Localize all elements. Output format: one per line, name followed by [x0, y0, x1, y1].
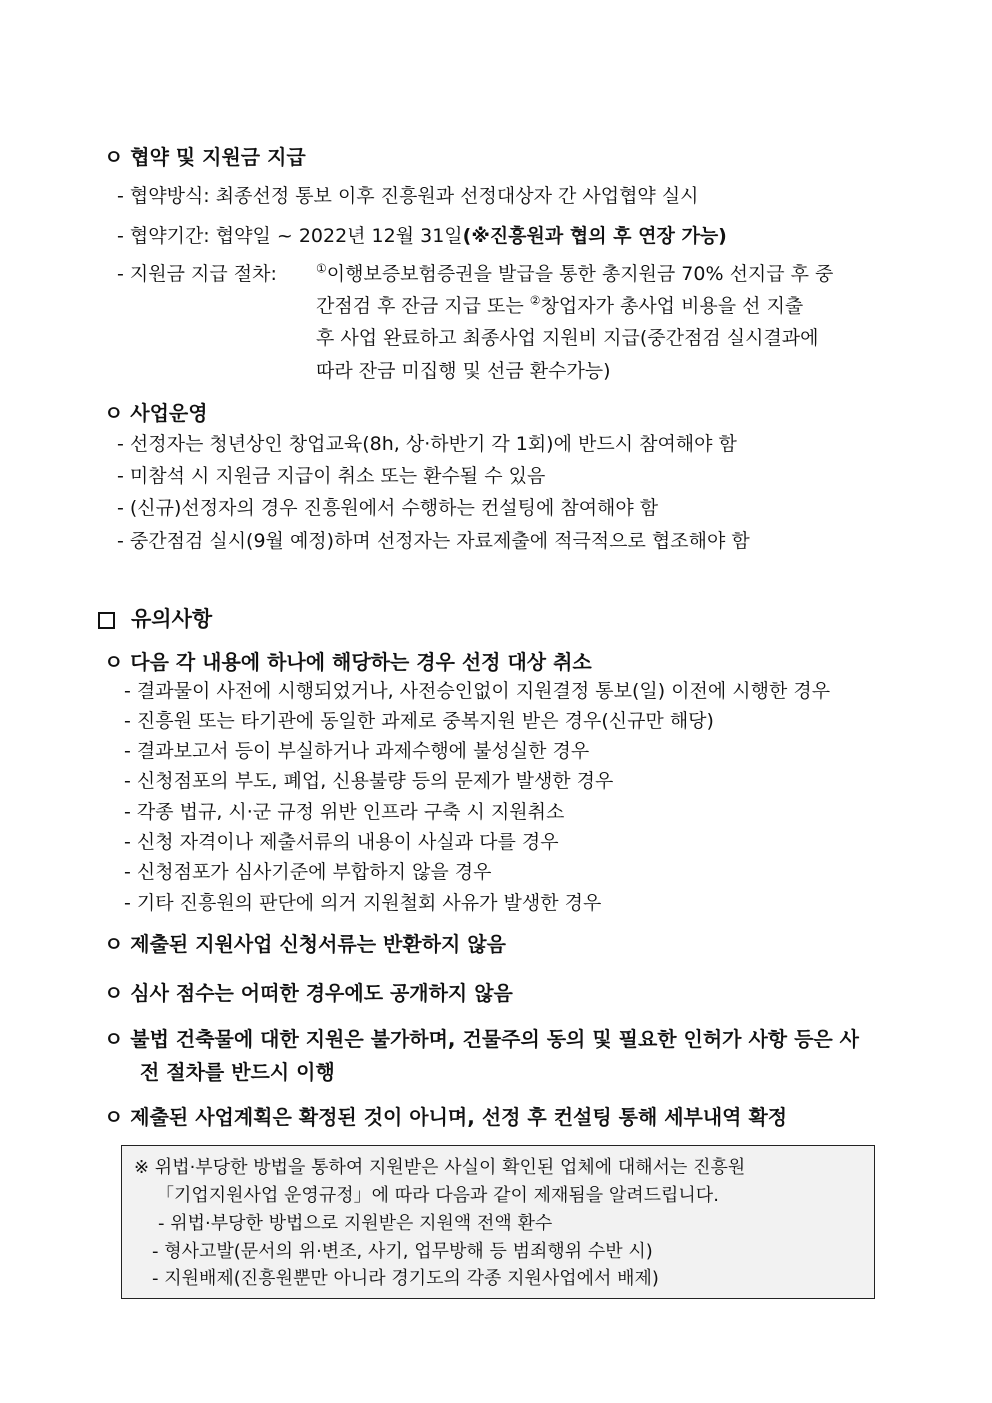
- no-return-item: ㅇ 제출된 지원사업 신청서류는 반환하지 않음: [104, 932, 506, 956]
- cancel-item: - 결과물이 사전에 시행되었거나, 사전승인없이 지원결정 통보(일) 이전에 시행한 경우: [124, 680, 831, 702]
- notice-line-2: 「기업지원사업 운영규정」에 따라 다음과 같이 제재됨을 알려드립니다.: [156, 1185, 719, 1206]
- operation-item: - (신규)선정자의 경우 진흥원에서 수행하는 컨설팅에 참여해야 함: [117, 497, 659, 519]
- operation-item: - 선정자는 청년상인 창업교육(8h, 상·하반기 각 1회)에 반드시 참여해야 함: [117, 433, 737, 455]
- sanction-notice-box: [121, 1145, 875, 1299]
- cancel-item: - 신청 자격이나 제출서류의 내용이 사실과 다를 경우: [124, 831, 559, 853]
- payment-line-3: 후 사업 완료하고 최종사업 지원비 지급(중간점검 실시결과에: [316, 327, 819, 349]
- agreement-period: [117, 227, 727, 246]
- payment-line-2: [316, 293, 804, 317]
- operation-heading: ㅇ 사업운영: [104, 401, 208, 425]
- illegal-building-line-2: 전 절차를 반드시 이행: [140, 1060, 335, 1084]
- circled-two-mark: ②: [529, 293, 541, 308]
- notice-item: - 형사고발(문서의 위·변조, 사기, 업무방해 등 범죄행위 수반 시): [152, 1241, 653, 1262]
- notice-line-1: ※ 위법·부당한 방법을 통하여 지원받은 사실이 확인된 업체에 대해서는 진흥원: [134, 1157, 746, 1178]
- agreement-period-text: - 협약기간: 협약일 ~ 2022년 12월 31일: [117, 225, 463, 247]
- cautions-title: 유의사항: [131, 607, 213, 631]
- agreement-heading: ㅇ 협약 및 지원금 지급: [104, 145, 306, 169]
- cancel-item: - 신청점포가 심사기준에 부합하지 않을 경우: [124, 861, 492, 883]
- cancel-item: - 각종 법규, 시·군 규정 위반 인프라 구축 시 지원취소: [124, 801, 565, 823]
- cancel-item: - 신청점포의 부도, 폐업, 신용불량 등의 문제가 발생한 경우: [124, 770, 614, 792]
- illegal-building-line-1: ㅇ 불법 건축물에 대한 지원은 불가하며, 건물주의 동의 및 필요한 인허가 사항 등은 사: [104, 1027, 859, 1051]
- payment-line-1: [316, 261, 834, 285]
- payment-line-1-text: 이행보증보험증권을 발급을 통한 총지원금 70% 선지급 후 중: [326, 263, 834, 285]
- payment-line-4: 따라 잔금 미집행 및 선금 환수가능): [316, 360, 611, 382]
- payment-line-2-a: 간점검 후 잔금 지급 또는: [316, 295, 530, 317]
- operation-item: - 미참석 시 지원금 지급이 취소 또는 환수될 수 있음: [117, 465, 546, 487]
- no-disclose-item: ㅇ 심사 점수는 어떠한 경우에도 공개하지 않음: [104, 981, 513, 1005]
- payment-label: - 지원금 지급 절차:: [117, 263, 277, 285]
- business-plan-item: ㅇ 제출된 사업계획은 확정된 것이 아니며, 선정 후 컨설팅 통해 세부내역 확정: [104, 1105, 788, 1129]
- agreement-period-note: (※진흥원과 협의 후 연장 가능): [462, 225, 727, 247]
- notice-item: - 지원배제(진흥원뿐만 아니라 경기도의 각종 지원사업에서 배제): [152, 1268, 659, 1289]
- section-square-icon: [98, 612, 115, 629]
- payment-line-2-b: 창업자가 총사업 비용을 선 지출: [540, 295, 804, 317]
- agreement-method: - 협약방식: 최종선정 통보 이후 진흥원과 선정대상자 간 사업협약 실시: [117, 185, 699, 207]
- cancel-item: - 결과보고서 등이 부실하거나 과제수행에 불성실한 경우: [124, 740, 590, 762]
- cancel-item: - 기타 진흥원의 판단에 의거 지원철회 사유가 발생한 경우: [124, 892, 602, 914]
- cancel-heading: ㅇ 다음 각 내용에 하나에 해당하는 경우 선정 대상 취소: [104, 650, 592, 674]
- cancel-item: - 진흥원 또는 타기관에 동일한 과제로 중복지원 받은 경우(신규만 해당): [124, 710, 714, 732]
- notice-item: - 위법·부당한 방법으로 지원받은 지원액 전액 환수: [158, 1213, 553, 1234]
- operation-item: - 중간점검 실시(9월 예정)하며 선정자는 자료제출에 적극적으로 협조해야 함: [117, 530, 750, 552]
- circled-one-mark: ①: [316, 261, 327, 276]
